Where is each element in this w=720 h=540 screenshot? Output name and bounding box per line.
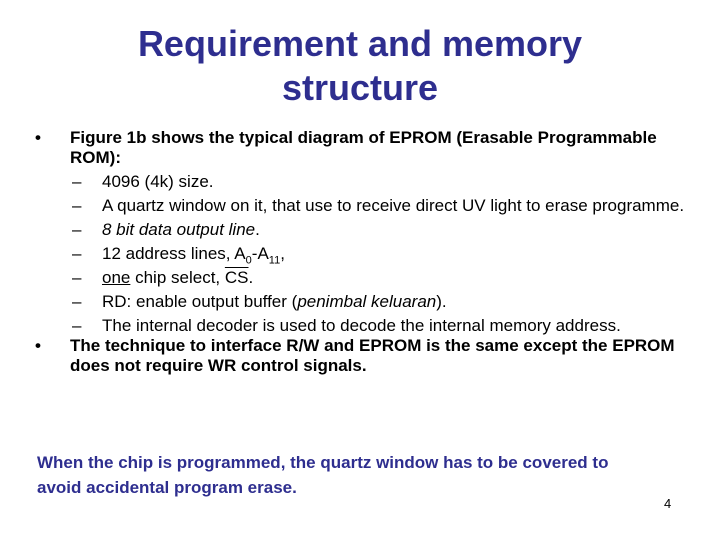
sub-item-text-italic: 8 bit data output line (102, 220, 256, 239)
sub-item-text: ). (436, 292, 447, 311)
sub-item-text-one: one (102, 268, 131, 287)
sub-item-text: . (248, 268, 254, 287)
sub-item-decoder (28, 316, 698, 336)
sub-item-chip-select (28, 268, 698, 288)
sub-item-text: . (255, 220, 260, 239)
sub-item-size (28, 172, 698, 192)
dash-icon: – (72, 196, 82, 215)
sub-item-text: RD: enable output buffer ( (102, 292, 298, 311)
sub-item-data-output (28, 220, 698, 240)
sub-item-quartz-window (28, 196, 698, 216)
bullet-item-eprom (28, 128, 698, 168)
sub-item-text: A quartz window on it, that use to receive direct UV light to erase programme. (102, 196, 685, 215)
subscript-0: 0 (245, 254, 252, 267)
bullet-icon: • (35, 128, 41, 147)
note-text: When the chip is programmed, the quartz window has to be covered to avoid accidental program erase. (37, 453, 609, 497)
title-line-1: Requirement and memory (137, 23, 583, 64)
sub-item-text: , (280, 244, 285, 263)
bullet-item-interface (28, 336, 698, 376)
sub-item-text: 12 address lines, A (102, 244, 246, 263)
sub-item-text: -A (251, 244, 269, 263)
dash-icon: – (72, 316, 82, 335)
dash-icon: – (72, 292, 82, 311)
sub-item-rd (28, 292, 698, 312)
sub-item-text-cs: $\overline{CS}$ (224, 268, 249, 287)
dash-icon: – (72, 268, 82, 287)
sub-item-address-lines (28, 244, 698, 267)
sub-item-text: chip select, (130, 268, 225, 287)
dash-icon: – (72, 172, 82, 191)
slide-body (28, 128, 698, 376)
subscript-11: 11 (268, 254, 281, 267)
page-number: 4 (664, 496, 672, 511)
sub-item-text: 4096 (4k) size. (102, 172, 214, 191)
title-line-2: structure (281, 67, 439, 108)
bullet-text: The technique to interface R/W and EPROM is the same except the EPROM does not require WR control signals. (70, 336, 675, 375)
bullet-icon: • (35, 336, 41, 355)
slide-title (0, 22, 720, 110)
dash-icon: – (72, 220, 82, 239)
dash-icon: – (72, 244, 82, 263)
sub-item-text-italic: penimbal keluaran (297, 292, 437, 311)
sub-item-text: The internal decoder is used to decode the internal memory address. (102, 316, 621, 335)
bullet-text: Figure 1b shows the typical diagram of EPROM (Erasable Programmable ROM): (70, 128, 657, 167)
